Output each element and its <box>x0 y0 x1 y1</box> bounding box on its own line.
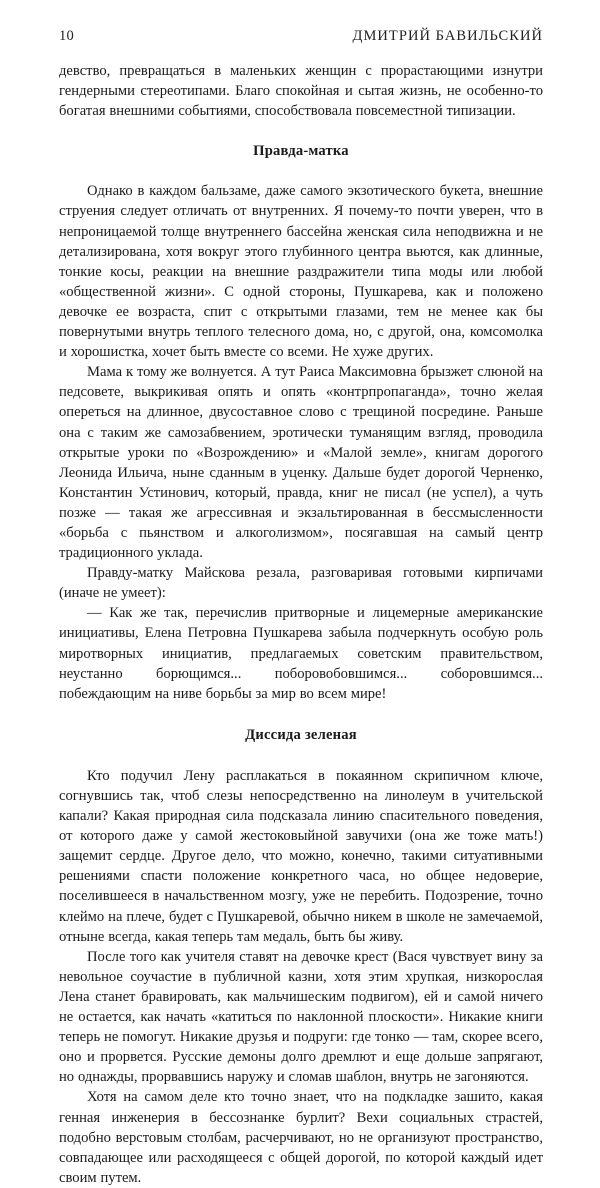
section-heading-2: Диссида зеленая <box>245 726 357 743</box>
spacer <box>59 121 543 141</box>
paragraph: Хотя на самом деле кто точно знает, что на подкладке зашито, какая генная инженерия в бессознанке бурлит? Вехи социальных страстей, подобно верстовым столбам, расчерчивают, но не организуют пространство, совпадающее или расходящееся с общей дорогой, по которой каждый идет своим путем. <box>59 1089 543 1186</box>
text-block <box>59 61 543 1188</box>
spacer <box>59 745 543 766</box>
paragraph: Мама к тому же волнуется. А тут Раиса Максимовна брызжет слюной на педсовете, выкрикивая опять и опять «контрпропаганда», точно желая опереться на длинное, двусоставное слово с трещиной посредине. Раньше она с таким же самозабвением, эротически туманящим взгляд, проводила открытые уроки по «Возрождению» и «Малой земле», книгам дорогого Леонида Ильича, ныне сданным в уценку. Дальше будет дорогой Черненко, Константин Устинович, который, правда, книг не писал (не успел), а чуть позже — такая же агрессивная и экзальтированная в бессмысленности «борьба с пьянством и алкоголизмом», посягавшая на самый центр традиционного уклада. <box>59 364 543 562</box>
paragraph: Кто подучил Лену расплакаться в покаянном скрипичном ключе, согнувшись так, чтоб слезы непосредственно на линолеум в учительской капали? Какая природная сила подсказала линию спасительного поведения, от которого даже у самой жестоковыйной завучихи (она же тоже мать!) защемит сердце. Другое дело, что можно, конечно, такими ситуативными решениями спасти положение конкретного часа, но общее недоверие, поселившееся в начальственном мозгу, уже не перебить. Подозрение, точно клеймо на плече, будет с Пушкаревой, обычно никем в школе не замечаемой, отныне всегда, какая теперь там медаль, быть бы живу. <box>59 767 543 945</box>
paragraph: После того как учителя ставят на девочке крест (Вася чувствует вину за невольное соучастие в публичной казни, хотя этим хрупкая, низкорослая Лена станет бравировать, как мальчишеским подвигом), ей и самой ничего не остается, как начать «катиться по наклонной плоскости». Никакие книги теперь не помогут. Никакие друзья и подруги: где тонко — там, скорее всего, оно и прорвется. Русские демоны долго дремлют и еще дольше запрягают, но однажды, прорвавшись наружу и сломав шаблон, внутрь не загоняются. <box>59 948 543 1086</box>
running-head-author: ДМИТРИЙ БАВИЛЬСКИЙ <box>352 28 543 44</box>
spacer <box>59 161 543 181</box>
page-number: 10 <box>59 28 75 44</box>
running-head <box>59 28 543 48</box>
spacer <box>59 704 543 725</box>
paragraph: Правду-матку Майскова резала, разговаривая готовыми кирпичами (иначе не умеет): <box>59 565 543 602</box>
paragraph-continued: девство, превращаться в маленьких женщин с прорастающими изнутри гендерными стереотипами. Благо спокойная и сытая жизнь, не особенно-то богатая внешними событиями, способствовала повсеместной типизации. <box>59 63 543 120</box>
paragraph: Однако в каждом бальзаме, даже самого экзотического букета, внешние струения следует отличать от внутренних. Я почему-то почти уверен, что в непроницаемой толще внутреннего бассейна женская сила неподвижна и не детализирована, хотя вокруг этого глубинного центра вьются, как длинные, тонкие косы, реакции на внешние раздражители типа моды или любой «общественной жизни». С одной стороны, Пушкарева, как и положено девочке ее возраста, спит с открытыми глазами, тем не менее как бы повернутыми внутрь теплого телесного дома, но, с другой, она, комсомолка и хорошистка, хочет быть вместе со всеми. Не хуже других. <box>59 183 543 361</box>
paragraph-dialogue: — Как же так, перечислив притворные и лицемерные американские инициативы, Елена Петровна Пушкарева забыла подчеркнуть особую роль миротворных инициатив, предлагаемых советским правительством, неустанно борющимся... поборовобовшимся... соборовшимся... побеждающим на ниве борьбы за мир во всем мире! <box>59 605 543 702</box>
section-heading-1: Правда-матка <box>253 143 349 160</box>
